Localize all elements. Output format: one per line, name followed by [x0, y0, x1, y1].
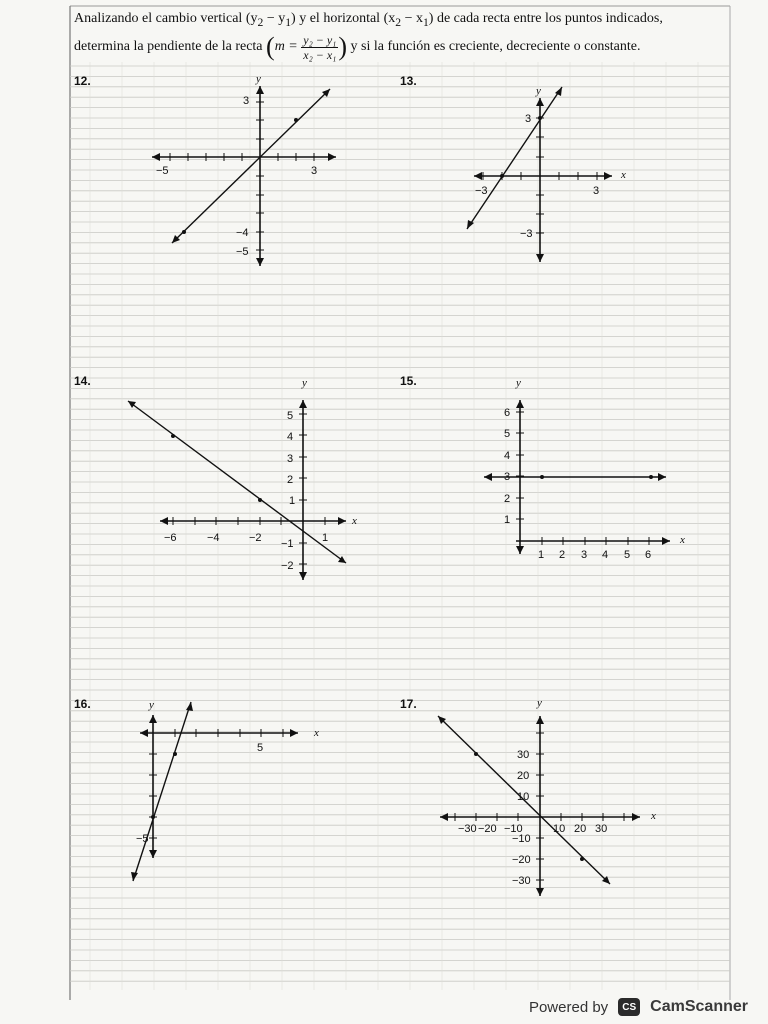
tick-label: −2 — [281, 560, 294, 572]
tick-label: 20 — [517, 770, 530, 782]
tick-label: 5 — [624, 549, 631, 561]
tick-label: 2 — [504, 493, 511, 505]
problem-12-label: 12. — [74, 74, 91, 88]
tick-label: 2 — [287, 474, 294, 486]
tick-label: 20 — [574, 823, 587, 835]
graph-14-y-label: y — [302, 377, 307, 389]
problem-17-label: 17. — [400, 697, 417, 711]
powered-by-text: Powered by — [528, 998, 609, 1016]
tick-label: 30 — [517, 749, 530, 761]
graph-15-y-label: y — [516, 377, 521, 389]
tick-label: −4 — [207, 532, 220, 544]
problem-13-label: 13. — [400, 74, 417, 88]
problem-14-label: 14. — [74, 374, 91, 388]
graph-14-x-label: x — [352, 515, 357, 527]
tick-label: 3 — [593, 185, 600, 197]
tick-label: −2 — [249, 532, 262, 544]
tick-label: −30 — [512, 875, 531, 887]
tick-label: −6 — [164, 532, 177, 544]
tick-label: −3 — [520, 228, 533, 240]
tick-label: −10 — [504, 823, 523, 835]
tick-label: −3 — [475, 185, 488, 197]
graph-17-x-label: x — [651, 810, 656, 822]
slope-formula-fraction: $\frac{\text{y₂ − y₁}}{\text{x₂ − x₁}}$ — [303, 32, 337, 62]
tick-label: 4 — [602, 549, 609, 561]
tick-label: 5 — [287, 410, 294, 422]
graph-16-x-label: x — [314, 727, 319, 739]
tick-label: 5 — [257, 742, 264, 754]
tick-label: 10 — [517, 791, 530, 803]
tick-label: 1 — [289, 495, 296, 507]
tick-label: 4 — [504, 450, 511, 462]
graph-13-x-label: x — [621, 169, 626, 181]
tick-label: −20 — [512, 854, 531, 866]
graph-17-y-label: y — [537, 697, 542, 709]
graph-15-x-label: x — [680, 534, 685, 546]
tick-label: −4 — [236, 227, 249, 239]
tick-label: 10 — [553, 823, 566, 835]
tick-label: −1 — [281, 538, 294, 550]
graph-13-y-label: y — [536, 85, 541, 97]
tick-label: −5 — [156, 165, 169, 177]
tick-label: 3 — [287, 453, 294, 465]
tick-label: 1 — [322, 532, 329, 544]
problem-16-label: 16. — [74, 697, 91, 711]
instruction-line-1: Analizando el cambio vertical $(y_2 - y_1)$ y el horizontal $(x_2 - x_1)$ de cada recta entre los puntos indicados, — [74, 11, 663, 29]
tick-label: 6 — [504, 407, 511, 419]
tick-label: −30 — [458, 823, 477, 835]
tick-label: 3 — [581, 549, 588, 561]
camscanner-brand-text: CamScanner — [650, 998, 748, 1015]
tick-label: 1 — [538, 549, 545, 561]
tick-label: 2 — [559, 549, 566, 561]
slope-formula-m: m = — [274, 39, 298, 55]
tick-label: −5 — [136, 833, 149, 845]
tick-label: 30 — [595, 823, 608, 835]
tick-label: 4 — [287, 431, 294, 443]
tick-label: −20 — [478, 823, 497, 835]
tick-label: 3 — [311, 165, 318, 177]
tick-label: 5 — [504, 428, 511, 440]
tick-label: 3 — [243, 95, 250, 107]
tick-label: −5 — [236, 246, 249, 258]
tick-label: 1 — [504, 514, 511, 526]
tick-label: 3 — [525, 113, 532, 125]
problem-15-label: 15. — [400, 374, 417, 388]
camscanner-watermark — [529, 994, 748, 1020]
instruction-line-2: determina la pendiente de la recta (m = $\frac{\text{y₂ − y₁}}{\text{x₂ − x₁}}$ ) y si la función es creciente, decreciente o constante. — [74, 32, 641, 62]
tick-label: 3 — [504, 471, 511, 483]
tick-label: 6 — [645, 549, 652, 561]
graph-12-y-label: y — [256, 73, 261, 85]
camscanner-logo-icon: CS — [618, 998, 640, 1016]
tick-label: −10 — [512, 833, 531, 845]
graph-16-y-label: y — [149, 699, 154, 711]
